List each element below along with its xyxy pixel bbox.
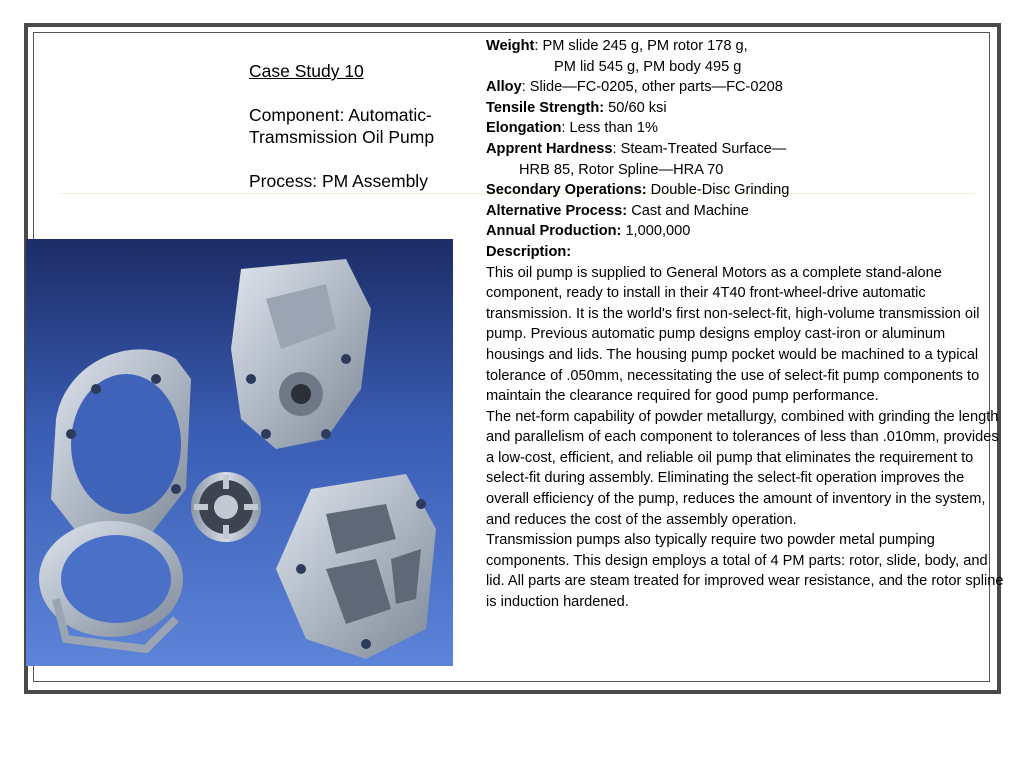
description-paragraph-2: The net-form capability of powder metallurgy, combined with grinding the length and parallelism of each component to tolerances of less than .010mm, provides a low-cost, efficient, and reliable oil pump that eliminates the requirement to select-fit during assembly. Eliminating the select-fit operation improves the overall efficiency of the pump, reduces the amount of inventory in the system, and reduces the cost of the assembly operation. [486, 408, 999, 528]
description-row [486, 242, 1006, 263]
hardness-value-2: HRB 85, Rotor Spline—HRA 70 [519, 161, 724, 178]
alternative-value: Cast and Machine [627, 202, 749, 219]
hardness-row [486, 139, 1006, 160]
process-label: Process: PM Assembly [249, 171, 428, 191]
spec-list [486, 36, 1006, 613]
alloy-row [486, 77, 1006, 98]
elongation-label: Elongation [486, 120, 562, 137]
description-body [486, 263, 1006, 613]
alternative-row [486, 201, 1006, 222]
elongation-value: : Less than 1% [561, 120, 658, 137]
annual-value: 1,000,000 [621, 223, 691, 240]
rotor-part [191, 472, 261, 542]
oil-pump-parts-photo [26, 239, 453, 666]
description-paragraph-1: This oil pump is supplied to General Motors as a complete stand-alone component, ready to install in their 4T40 front-wheel-drive automatic transmission. It is the world's first non-select-fit, high-volume transmission oil pump. Previous automatic pump designs employ cast-iron or aluminum housings and lids. The housing pump pocket would be machined to a typical tolerance of .050mm, necessitating the use of select-fit pump components to maintain the clearance required for good pump performance. [486, 264, 980, 405]
component-label: Component: Automatic-Tramsmission Oil Pump [249, 105, 435, 147]
hardness-value-1: : Steam-Treated Surface— [612, 140, 787, 157]
weight-value-1: : PM slide 245 g, PM rotor 178 g, [534, 38, 748, 54]
ring-part [39, 521, 183, 649]
description-paragraph-3: Transmission pumps also typically require two powder metal pumping components. This design employs a total of 4 PM parts: rotor, slide, body, and lid. All parts are steam treated for improved wear resistance, and the rotor spline is induction hardened. [486, 532, 1004, 611]
secondary-label: Secondary Operations: [486, 182, 647, 199]
secondary-row [486, 180, 1006, 201]
alloy-label: Alloy [486, 79, 522, 96]
description-label: Description: [486, 243, 572, 260]
hardness-label: Apprent Hardness [486, 140, 613, 157]
tensile-row [486, 98, 1006, 119]
alloy-value: : Slide—FC-0205, other parts—FC-0208 [521, 79, 783, 96]
tensile-label: Tensile Strength: [486, 99, 605, 116]
tensile-value: 50/60 ksi [604, 99, 667, 116]
weight-label: Weight [486, 38, 535, 54]
annual-row [486, 221, 1006, 242]
elongation-row [486, 118, 1006, 139]
case-study-header [249, 60, 479, 192]
weight-row [486, 36, 1006, 57]
weight-value-2: PM lid 545 g, PM body 495 g [554, 58, 742, 75]
secondary-value: Double-Disc Grinding [646, 182, 790, 199]
case-study-title: Case Study 10 [249, 61, 364, 81]
alternative-label: Alternative Process: [486, 202, 628, 219]
annual-label: Annual Production: [486, 223, 622, 240]
